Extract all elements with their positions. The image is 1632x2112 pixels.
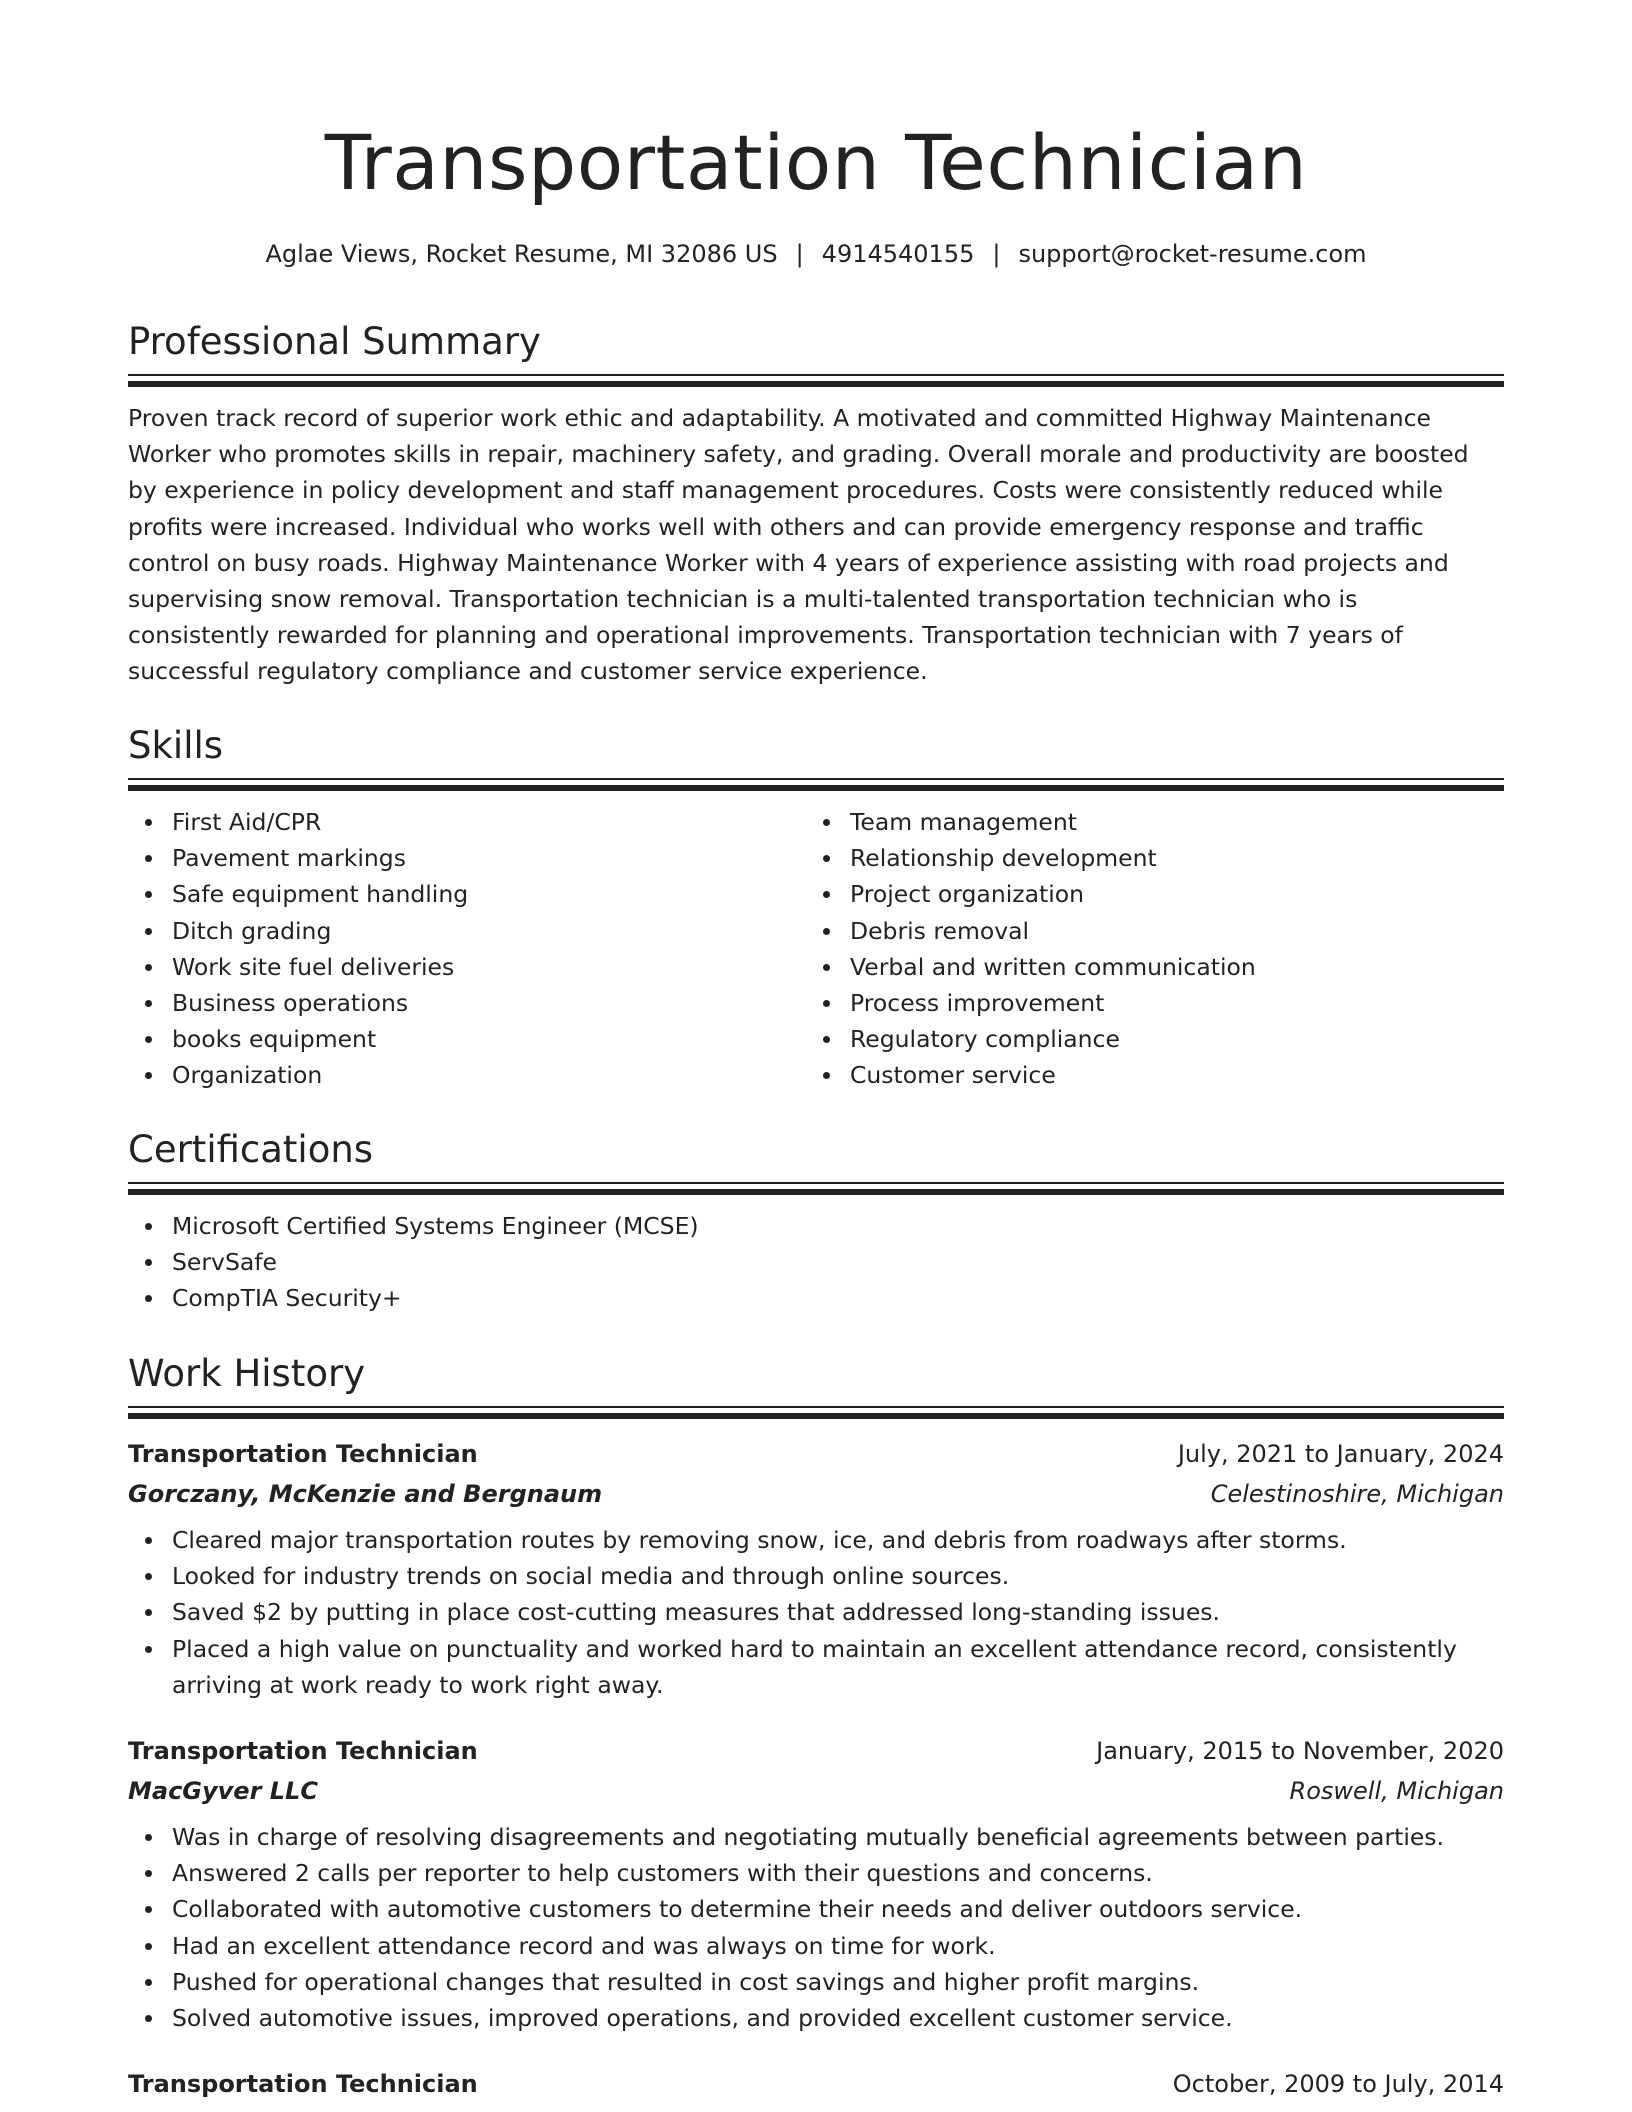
- skill-item: Organization: [128, 1057, 806, 1093]
- summary-text: Proven track record of superior work ethic and adaptability. A motivated and committed Highway Maintenance Worker who promotes skills in repair, machinery safety, and grading. Overall morale and productivity are boosted by experience in policy development and staff management procedures. Costs were consistently reduced while profits were increased. Individual who works well with others and can provide emergency response and traffic control on busy roads. Highway Maintenance Worker with 4 years of experience assisting with road projects and supervising snow removal. Transportation technician is a multi-talented transportation technician who is consistently rewarded for planning and operational improvements. Transportation technician with 7 years of successful regulatory compliance and customer service experience.: [128, 404, 1469, 686]
- skill-item: First Aid/CPR: [128, 804, 806, 840]
- contact-address: Aglae Views, Rocket Resume, MI 32086 US: [265, 240, 778, 268]
- skill-item: Verbal and written communication: [806, 949, 1484, 985]
- section-divider: [128, 1182, 1504, 1196]
- summary-heading: Professional Summary: [128, 320, 541, 363]
- job-bullet: Pushed for operational changes that resulted in cost savings and higher profit margins.: [128, 1964, 1504, 2000]
- job-dates: July, 2021 to January, 2024: [1177, 1440, 1504, 1468]
- job-title: Transportation Technician: [128, 2070, 478, 2099]
- job-entry: [128, 2064, 1504, 2104]
- section-divider: [128, 1406, 1504, 1420]
- job-company: MacGyver LLC: [128, 1777, 318, 1806]
- work-history-heading: Work History: [128, 1352, 366, 1395]
- job-entry: [128, 1731, 1504, 2036]
- job-title: Transportation Technician: [128, 1737, 478, 1766]
- skill-item: Process improvement: [806, 985, 1484, 1021]
- work-history-section: [128, 1350, 1504, 2104]
- job-dates: January, 2015 to November, 2020: [1096, 1737, 1504, 1766]
- certifications-section: [128, 1126, 1504, 1317]
- job-bullet: Placed a high value on punctuality and worked hard to maintain an excellent attendance record, consistently arriving at work ready to work right away.: [128, 1631, 1504, 1703]
- skills-heading: Skills: [128, 724, 224, 767]
- certification-item: Microsoft Certified Systems Engineer (MCSE): [128, 1208, 1504, 1244]
- skills-list-right: [806, 804, 1484, 1094]
- skill-item: Ditch grading: [128, 913, 806, 949]
- certification-item: ServSafe: [128, 1244, 1504, 1280]
- job-location: Roswell, Michigan: [1289, 1777, 1504, 1806]
- contact-email: support@rocket-resume.com: [1018, 240, 1367, 268]
- job-title: Transportation Technician: [128, 1440, 478, 1468]
- job-bullet: Cleared major transportation routes by removing snow, ice, and debris from roadways after storms.: [128, 1522, 1504, 1558]
- summary-section: [128, 318, 1504, 690]
- skill-item: Work site fuel deliveries: [128, 949, 806, 985]
- job-bullets: [128, 1522, 1504, 1703]
- job-bullet: Solved automotive issues, improved operations, and provided excellent customer service.: [128, 2000, 1504, 2036]
- skills-section: [128, 722, 1504, 1094]
- skills-columns: [128, 804, 1504, 1094]
- job-bullet: Was in charge of resolving disagreements and negotiating mutually beneficial agreements between parties.: [128, 1819, 1504, 1855]
- skill-item: Relationship development: [806, 840, 1484, 876]
- skills-list-left: [128, 804, 806, 1094]
- contact-separator: |: [992, 240, 1001, 268]
- certifications-list: [128, 1208, 1504, 1317]
- contact-phone: 4914540155: [821, 240, 975, 268]
- skill-item: Pavement markings: [128, 840, 806, 876]
- job-bullet: Saved $2 by putting in place cost-cutting measures that addressed long-standing issues.: [128, 1594, 1504, 1630]
- skill-item: Safe equipment handling: [128, 876, 806, 912]
- job-entry: [128, 1434, 1504, 1703]
- section-divider: [128, 374, 1504, 388]
- skill-item: Regulatory compliance: [806, 1021, 1484, 1057]
- skill-item: Business operations: [128, 985, 806, 1021]
- section-divider: [128, 778, 1504, 792]
- skill-item: books equipment: [128, 1021, 806, 1057]
- job-bullet: Looked for industry trends on social media and through online sources.: [128, 1558, 1504, 1594]
- skill-item: Debris removal: [806, 913, 1484, 949]
- job-location: Celestinoshire, Michigan: [1210, 1480, 1504, 1508]
- job-dates: October, 2009 to July, 2014: [1172, 2070, 1504, 2099]
- certifications-heading: Certifications: [128, 1128, 374, 1171]
- job-bullets: [128, 1819, 1504, 2036]
- skill-item: Project organization: [806, 876, 1484, 912]
- job-bullet: Answered 2 calls per reporter to help customers with their questions and concerns.: [128, 1855, 1504, 1891]
- job-bullet: Collaborated with automotive customers to determine their needs and deliver outdoors service.: [128, 1891, 1504, 1927]
- skill-item: Team management: [806, 804, 1484, 840]
- contact-separator: |: [795, 240, 804, 268]
- skill-item: Customer service: [806, 1057, 1484, 1093]
- job-company: Gorczany, McKenzie and Bergnaum: [128, 1480, 603, 1508]
- certification-item: CompTIA Security+: [128, 1280, 1504, 1316]
- resume-name: Transportation Technician: [324, 118, 1308, 207]
- contact-line: [128, 240, 1504, 268]
- job-bullet: Had an excellent attendance record and was always on time for work.: [128, 1928, 1504, 1964]
